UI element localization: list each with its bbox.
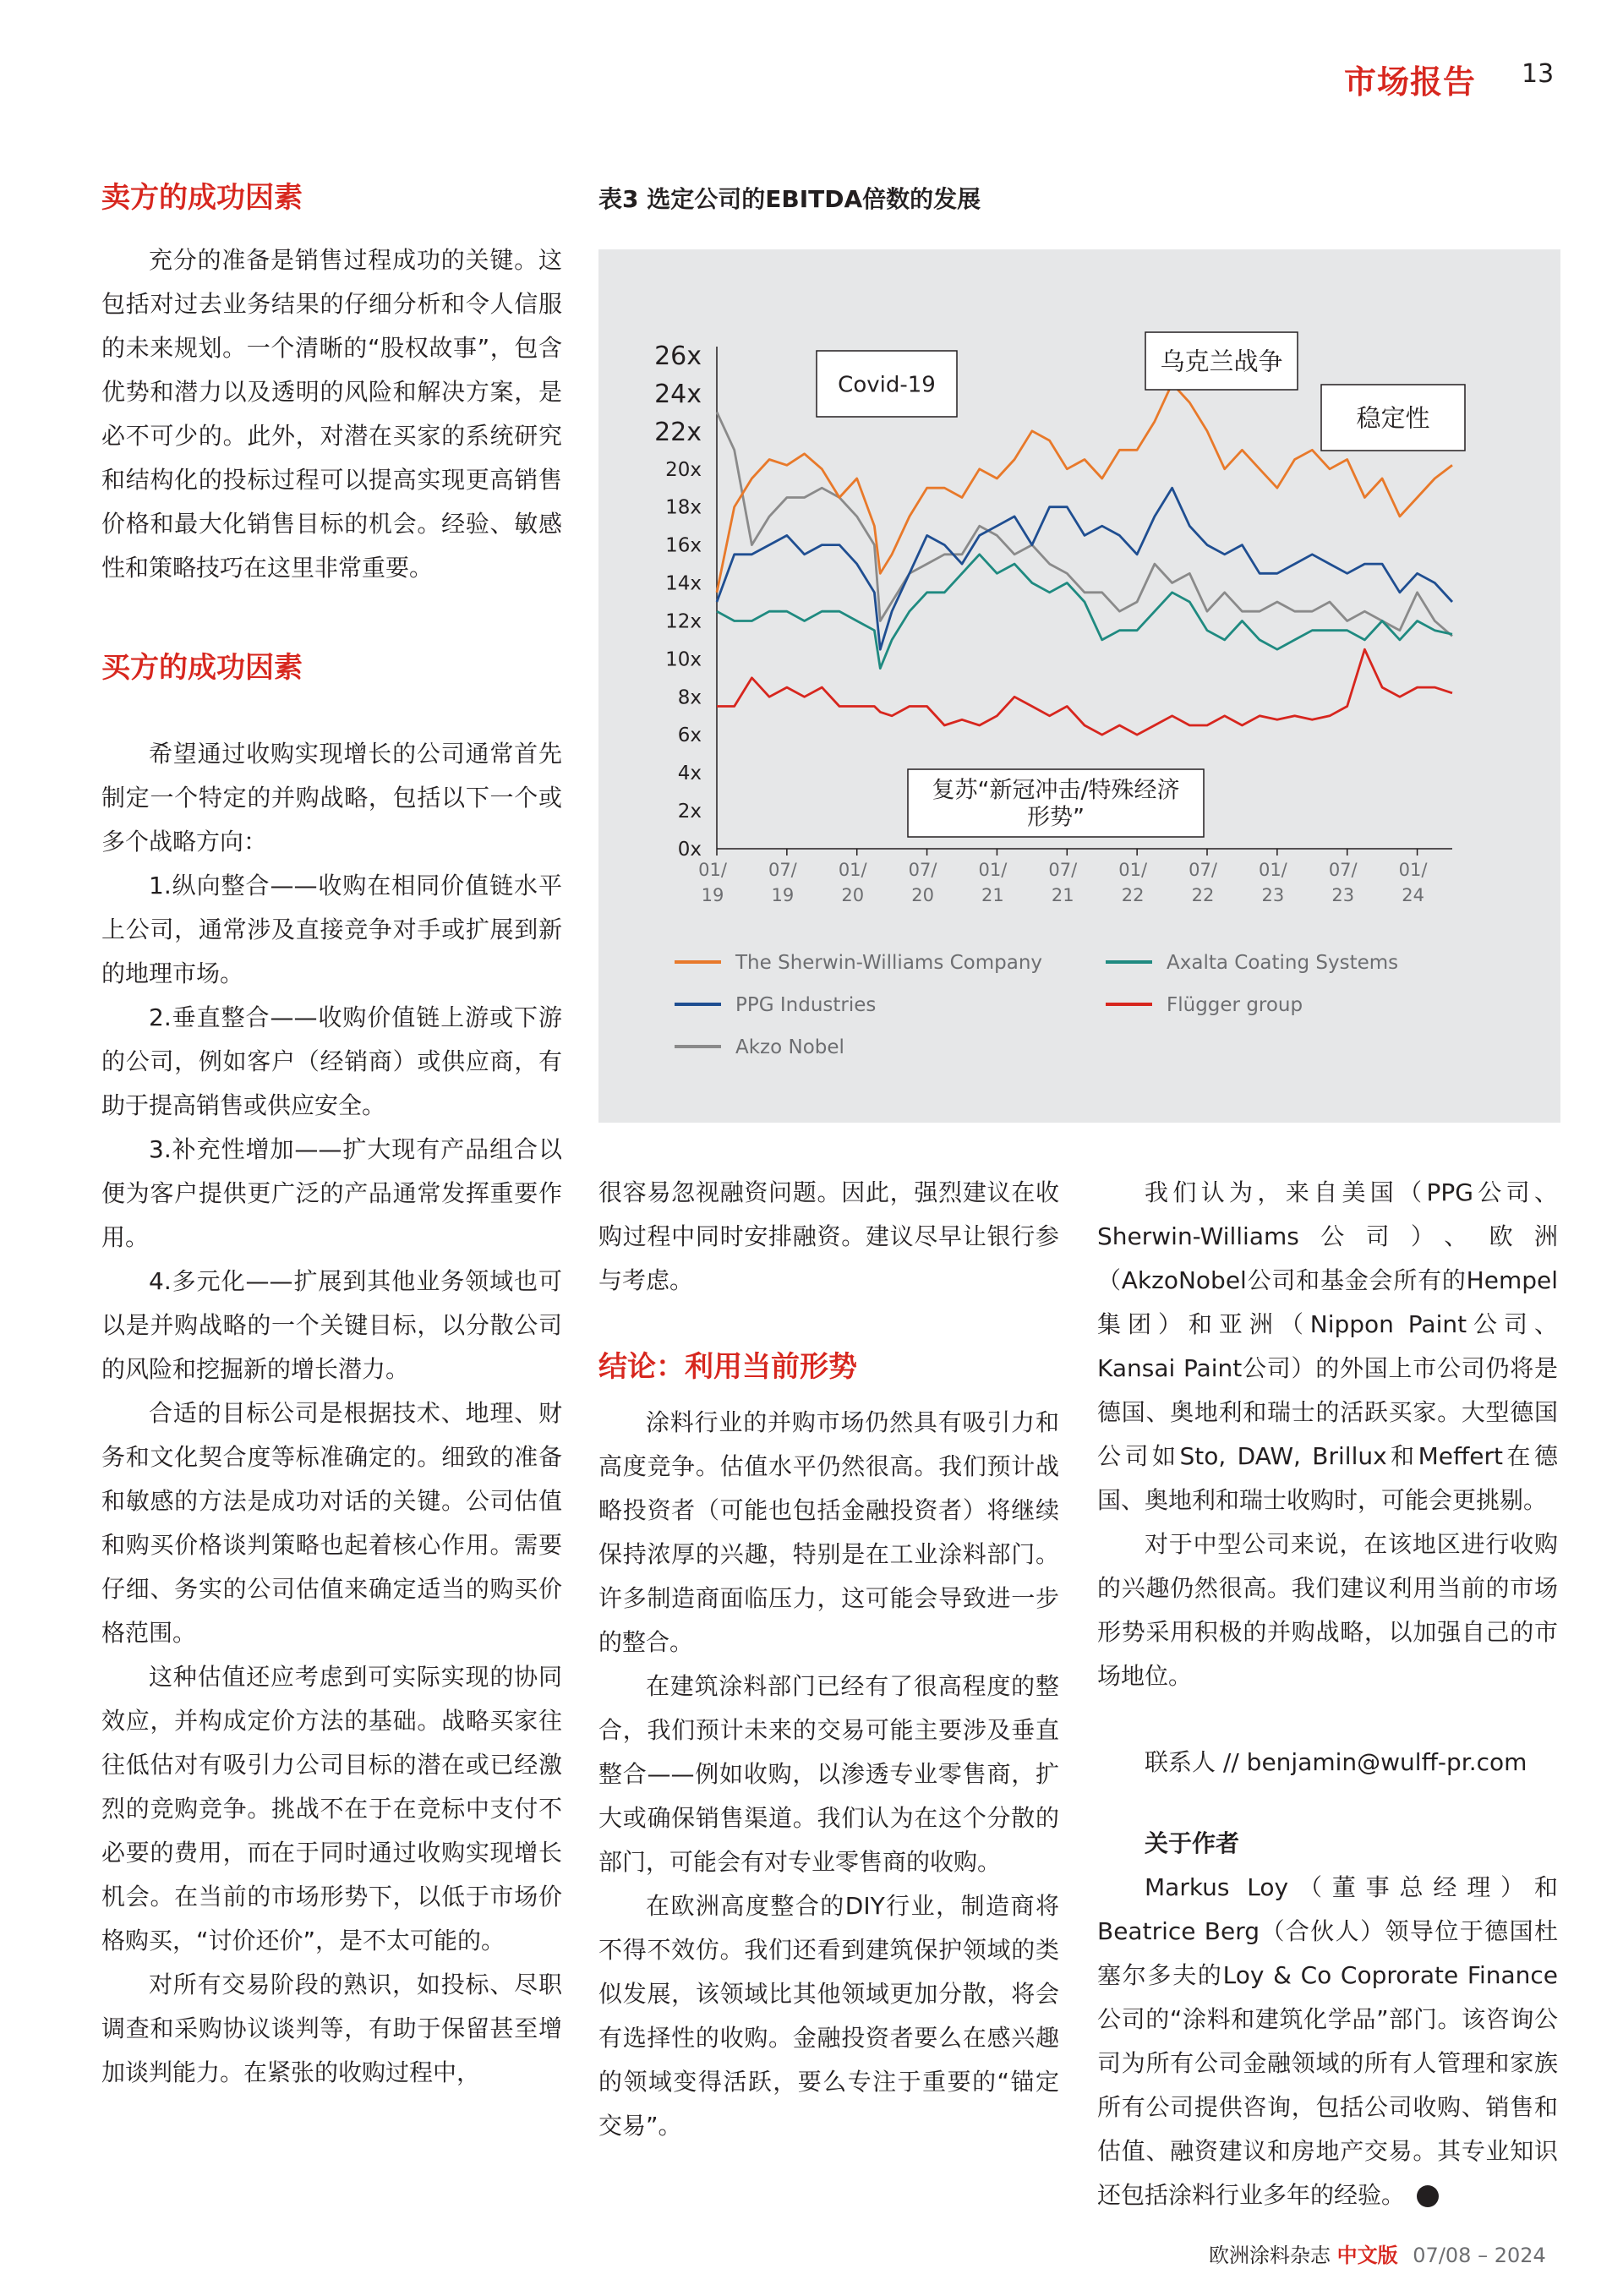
series-line-fl-gger-group bbox=[717, 649, 1452, 735]
about-heading: 关于作者 bbox=[1145, 1829, 1240, 1857]
legend-label: Akzo Nobel bbox=[735, 1036, 844, 1058]
chart-panel bbox=[598, 249, 1560, 1123]
y-tick-label: 18x bbox=[665, 496, 702, 519]
buyer-paragraph-2: 1.纵向整合——收购在相同价值链水平上公司，通常涉及直接竞争对手或扩展到新的地理市场。 bbox=[101, 872, 562, 987]
about-paragraph: Markus Loy（董事总经理）和Beatrice Berg（合伙人）领导位于德国杜塞尔多夫的Loy & Co Coprorate Finance公司的“涂料和建筑化学品”部门。该咨询公司为所有公司金融领域的所有人管理和家族所有公司提供咨询，包括公司收购、销售和估值、融资建议和房地产交易。其专业知识还包括涂料行业多年的经验。 ◀ bbox=[1097, 1873, 1558, 2209]
buyer-paragraph-7: 这种估值还应考虑到可实际实现的协同效应，并构成定价方法的基础。战略买家往往低估对有吸引力公司目标的潜在或已经激烈的竞购竞争。挑战不在于在竞标中支付不必要的费用，而在于同时通过收购实现增长机会。在当前的市场形势下，以低于市场价格购买，“讨价还价”，是不太可能的。 bbox=[101, 1663, 562, 1954]
x-tick-label: 22 bbox=[1121, 885, 1145, 905]
contact-line: 联系人 // benjamin@wulff-pr.com bbox=[1145, 1748, 1527, 1776]
y-tick-label: 20x bbox=[665, 458, 702, 481]
annotation-label: 乌克兰战争 bbox=[1160, 347, 1283, 376]
x-tick-label: 07/ bbox=[1048, 860, 1078, 880]
y-tick-label: 8x bbox=[677, 686, 702, 709]
annotation-label: 形势” bbox=[1027, 804, 1085, 831]
x-tick-label: 01/ bbox=[698, 860, 727, 880]
buyer-paragraph-4: 3.补充性增加——扩大现有产品组合以便为客户提供更广泛的产品通常发挥重要作用。 bbox=[101, 1135, 562, 1251]
annotation-label: 复苏“新冠冲击/特殊经济 bbox=[932, 777, 1180, 804]
section-title: 市场报告 bbox=[1344, 63, 1477, 101]
x-tick-label: 20 bbox=[841, 885, 865, 905]
legend-label: PPG Industries bbox=[735, 994, 877, 1016]
buyer-paragraph-3: 2.垂直整合——收购价值链上游或下游的公司，例如客户（经销商）或供应商，有助于提高销售或供应安全。 bbox=[101, 1003, 562, 1119]
conclusion-paragraph-1: 涂料行业的并购市场仍然具有吸引力和高度竞争。估值水平仍然很高。我们预计战略投资者（可能也包括金融投资者）将继续保持浓厚的兴趣，特别是在工业涂料部门。许多制造商面临压力，这可能会导致进一步的整合。 bbox=[598, 1408, 1059, 1656]
buyer-paragraph-5: 4.多元化——扩展到其他业务领域也可以是并购战略的一个关键目标，以分散公司的风险和挖掘新的增长潜力。 bbox=[101, 1267, 562, 1383]
footer bbox=[1209, 2239, 1546, 2268]
x-tick-label: 19 bbox=[771, 885, 795, 905]
ebitda-multiples-chart bbox=[598, 249, 1560, 1123]
buyer-paragraph-1: 希望通过收购实现增长的公司通常首先制定一个特定的并购战略，包括以下一个或多个战略方向： bbox=[101, 740, 562, 856]
y-tick-label: 10x bbox=[665, 648, 702, 671]
y-tick-label: 6x bbox=[677, 724, 702, 747]
x-tick-label: 24 bbox=[1402, 885, 1424, 905]
legend-label: Flügger group bbox=[1167, 994, 1303, 1016]
conclusion-paragraph-3: 在欧洲高度整合的DIY行业，制造商将不得不效仿。我们还看到建筑保护领域的类似发展，该领域比其他领域更加分散，将会有选择性的收购。金融投资者要么在感兴趣的领域变得活跃，要么专注于重要的“锚定交易”。 bbox=[598, 1892, 1059, 2140]
column-2 bbox=[598, 1171, 1059, 2148]
conclusion-heading: 结论：利用当前形势 bbox=[598, 1350, 857, 1384]
page-number: 13 bbox=[1522, 59, 1555, 89]
buyers-paragraph: 我们认为，来自美国（PPG公司、Sherwin-Williams公司）、欧洲（AkzoNobel公司和基金会所有的Hempel集团）和亚洲（Nippon Paint公司、Kansai Paint公司）的外国上市公司仍将是德国、奥地利和瑞士的活跃买家。大型德国公司如Sto, DAW, Brillux和Meffert在德国、奥地利和瑞士收购时，可能会更挑剔。 bbox=[1097, 1178, 1558, 1514]
x-tick-label: 21 bbox=[981, 885, 1004, 905]
x-tick-label: 19 bbox=[701, 885, 724, 905]
x-tick-label: 23 bbox=[1331, 885, 1355, 905]
annotation-label: Covid-19 bbox=[838, 372, 936, 398]
x-tick-label: 01/ bbox=[1118, 860, 1148, 880]
buyer-heading: 买方的成功因素 bbox=[101, 651, 303, 685]
buyer-paragraph-6: 合适的目标公司是根据技术、地理、财务和文化契合度等标准确定的。细致的准备和敏感的方法是成功对话的关键。公司估值和购买价格谈判策略也起着核心作用。需要仔细、务实的公司估值来确定适当的购买价格范围。 bbox=[101, 1399, 562, 1647]
midsize-paragraph: 对于中型公司来说，在该地区进行收购的兴趣仍然很高。我们建议利用当前的市场形势采用积极的并购战略，以加强自己的市场地位。 bbox=[1097, 1530, 1558, 1690]
x-tick-label: 01/ bbox=[978, 860, 1008, 880]
x-tick-label: 20 bbox=[911, 885, 934, 905]
magazine-name: 欧洲涂料杂志 bbox=[1209, 2244, 1331, 2267]
x-tick-label: 22 bbox=[1191, 885, 1215, 905]
x-tick-label: 01/ bbox=[1398, 860, 1428, 880]
series-line-ppg-industries bbox=[717, 488, 1452, 649]
legend-label: The Sherwin-Williams Company bbox=[735, 952, 1043, 974]
y-tick-label: 0x bbox=[677, 839, 702, 861]
y-tick-label: 14x bbox=[665, 572, 702, 595]
x-tick-label: 01/ bbox=[1258, 860, 1287, 880]
x-tick-label: 23 bbox=[1261, 885, 1285, 905]
annotation-label: 稳定性 bbox=[1356, 403, 1430, 433]
y-tick-label: 24x bbox=[654, 379, 702, 409]
arrow-left-circle-icon[interactable]: ◀ bbox=[1417, 2185, 1439, 2207]
x-tick-label: 21 bbox=[1051, 885, 1074, 905]
seller-paragraph: 充分的准备是销售过程成功的关键。这包括对过去业务结果的仔细分析和令人信服的未来规划。一个清晰的“股权故事”，包含优势和潜力以及透明的风险和解决方案，是必不可少的。此外，对潜在买家的系统研究和结构化的投标过程可以提高实现更高销售价格和最大化销售目标的机会。经验、敏感性和策略技巧在这里非常重要。 bbox=[101, 246, 562, 582]
x-tick-label: 07/ bbox=[768, 860, 797, 880]
column-1 bbox=[101, 176, 562, 2095]
y-tick-label: 16x bbox=[665, 534, 702, 557]
x-tick-label: 07/ bbox=[908, 860, 937, 880]
x-tick-label: 07/ bbox=[1328, 860, 1358, 880]
x-tick-label: 07/ bbox=[1189, 860, 1217, 880]
y-tick-label: 22x bbox=[654, 417, 702, 447]
column-3 bbox=[1097, 1171, 1558, 2217]
y-tick-label: 12x bbox=[665, 610, 702, 633]
y-tick-label: 26x bbox=[654, 342, 702, 371]
edition-label: 中文版 bbox=[1336, 2244, 1398, 2267]
conclusion-paragraph-2: 在建筑涂料部门已经有了很高程度的整合，我们预计未来的交易可能主要涉及垂直整合——例如收购，以渗透专业零售商，扩大或确保销售渠道。我们认为在这个分散的部门，可能会有对专业零售商的收购。 bbox=[598, 1672, 1059, 1876]
table-caption: 表3 选定公司的EBITDA倍数的发展 bbox=[598, 185, 981, 213]
continued-paragraph: 很容易忽视融资问题。因此，强烈建议在收购过程中同时安排融资。建议尽早让银行参与考虑。 bbox=[598, 1178, 1059, 1294]
legend-label: Axalta Coating Systems bbox=[1167, 952, 1399, 974]
x-tick-label: 01/ bbox=[838, 860, 867, 880]
issue-date: 07/08 – 2024 bbox=[1413, 2244, 1546, 2267]
buyer-paragraph-8: 对所有交易阶段的熟识，如投标、尽职调查和采购协议谈判等，有助于保留甚至增加谈判能力。在紧张的收购过程中， bbox=[101, 1971, 562, 2086]
seller-heading: 卖方的成功因素 bbox=[101, 181, 303, 215]
y-tick-label: 4x bbox=[677, 763, 702, 785]
y-tick-label: 2x bbox=[677, 801, 702, 823]
